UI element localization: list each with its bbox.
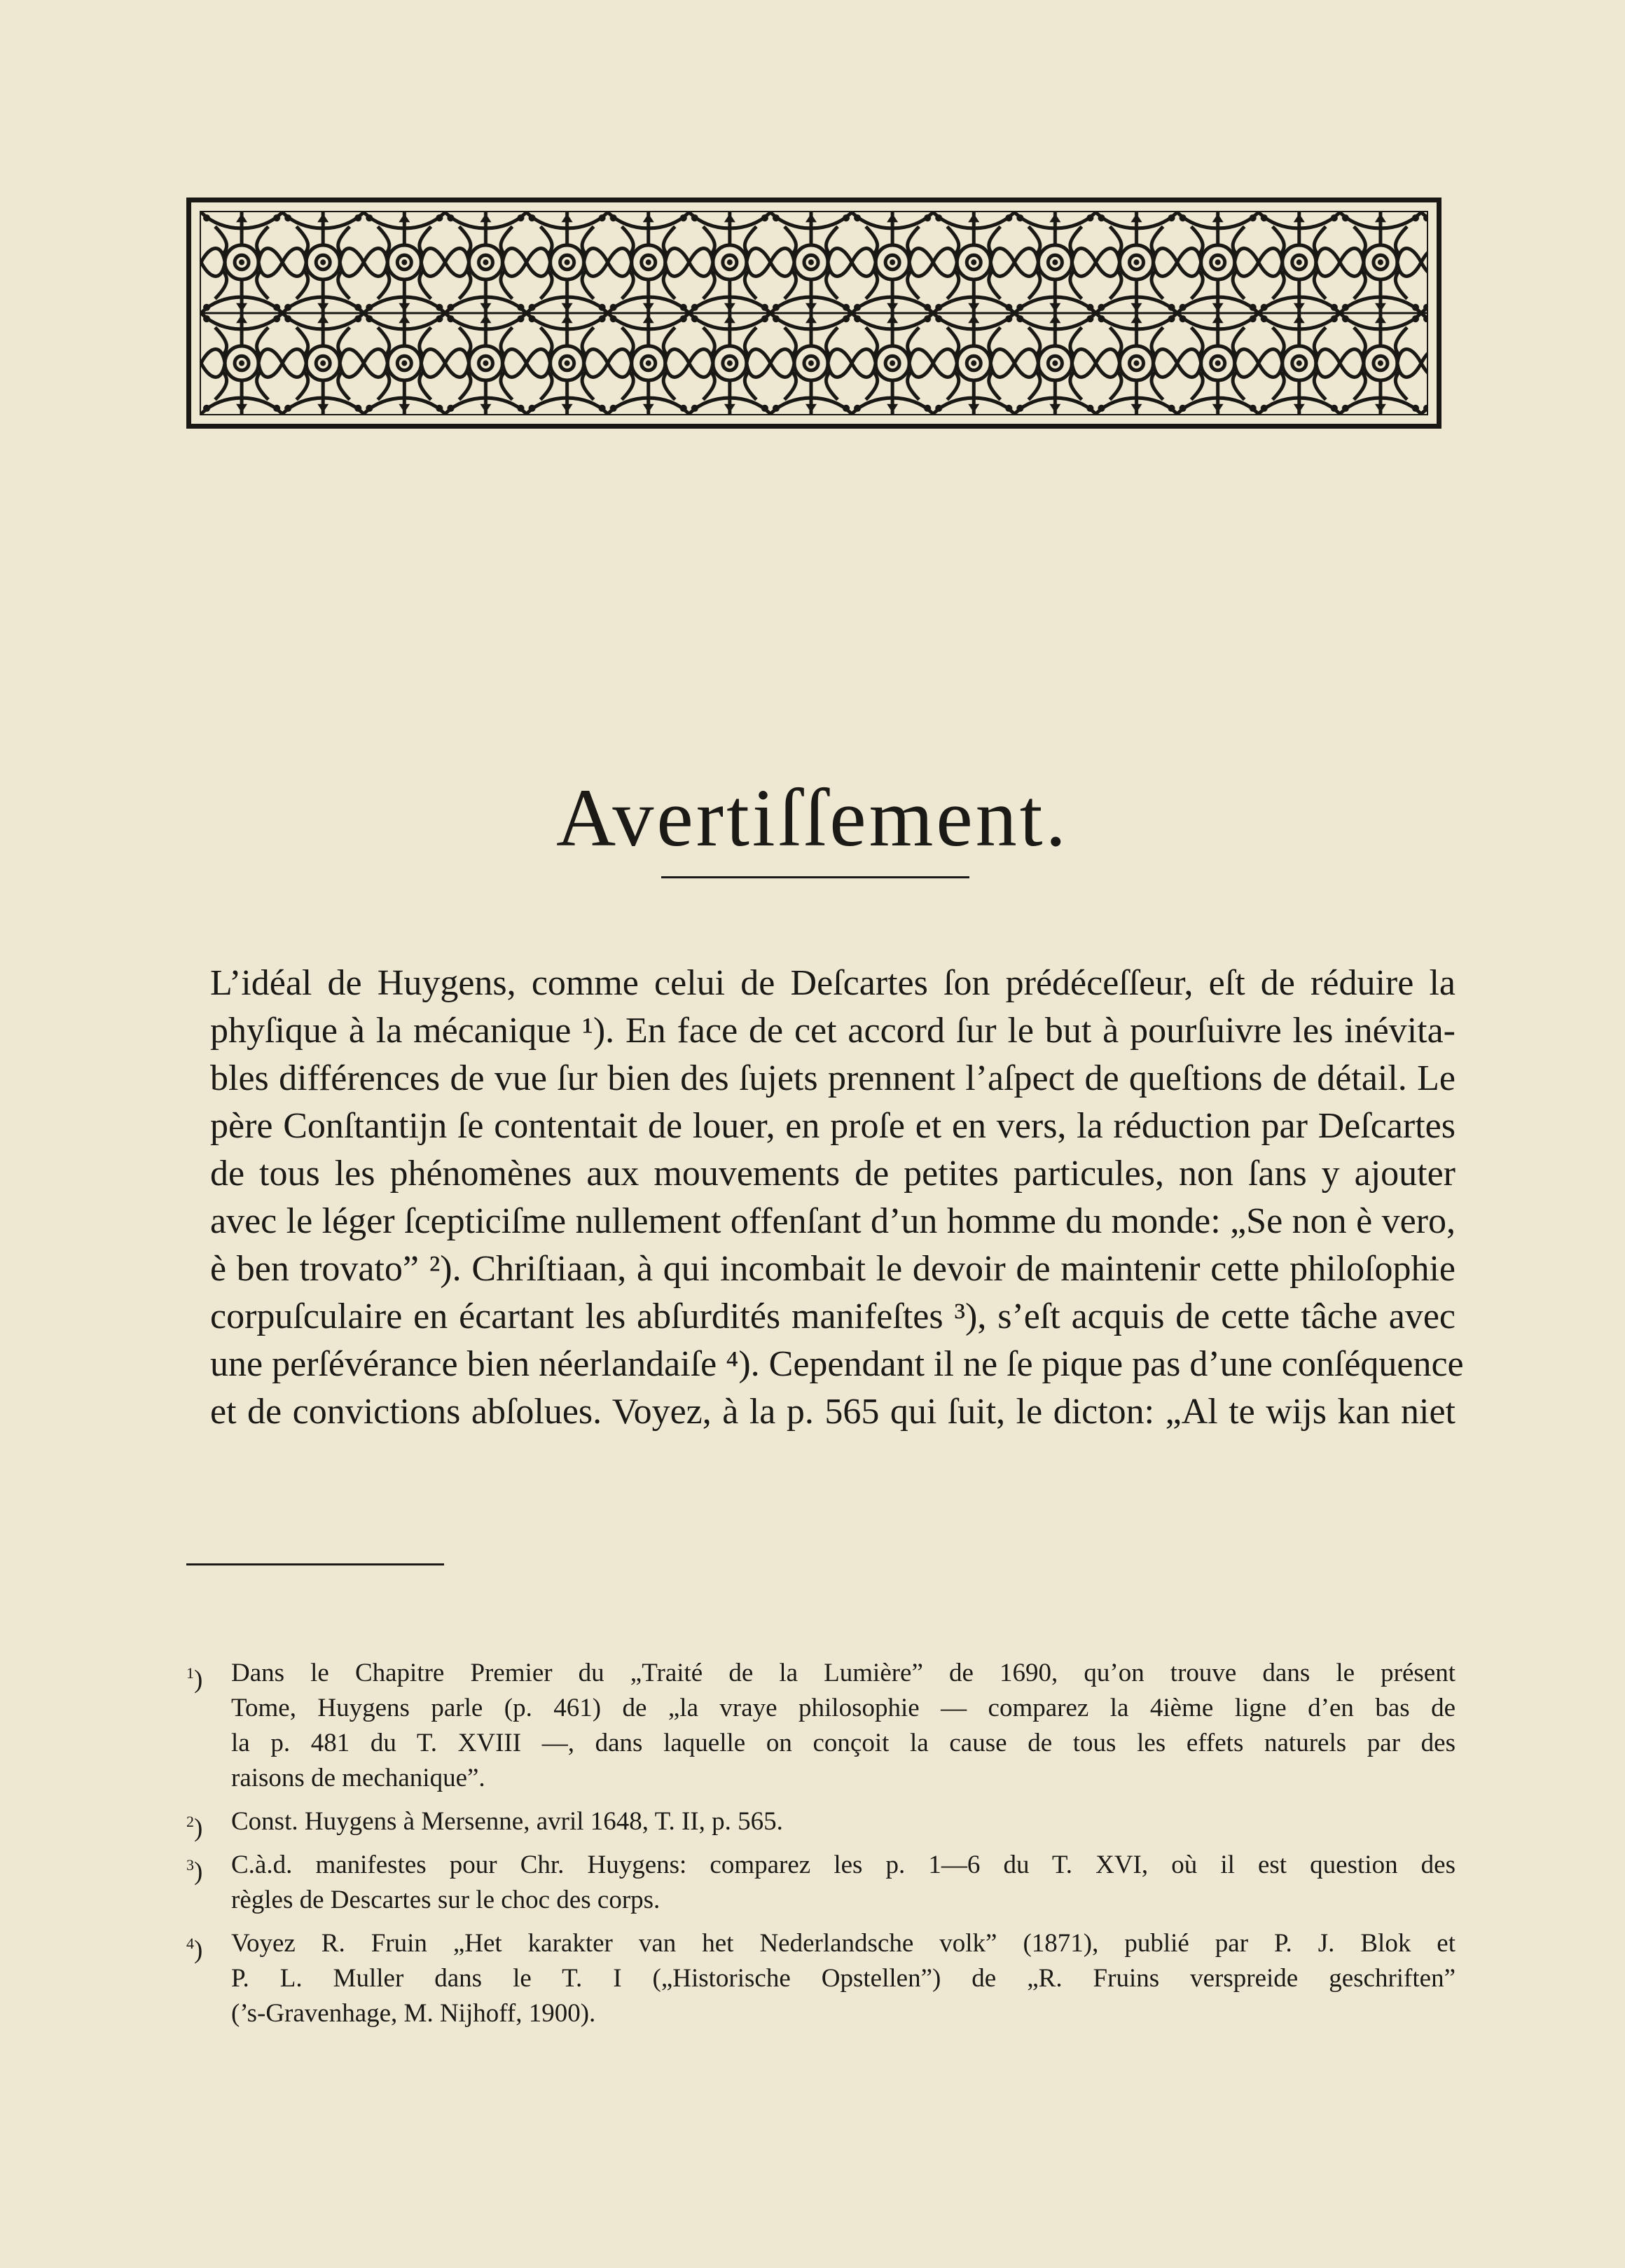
footnote-line: raisons de mechanique”. [231, 1764, 485, 1792]
body-line: une perſévérance bien néerlandaiſe ⁴). Cependant il ne ſe pique pas d’une conſéquence [210, 1344, 1464, 1384]
page-title: Avertiſſement. [555, 772, 1070, 864]
footnote-line: P. L. Muller dans le T. I („Historische Opstellen”) de „R. Fruins verspreide geschriften” [231, 1964, 1455, 1993]
footnote-number: 3 [186, 1856, 194, 1874]
footnote-marker: $^1$) [186, 1664, 203, 1694]
body-line: père Conſtantijn ſe contentait de louer, en proſe et en vers, la réduction par Deſcartes [210, 1106, 1455, 1146]
footnote-line: règles de Descartes sur le choc des corps. [231, 1886, 661, 1914]
body-line: et de convictions abſolues. Voyez, à la p. 565 qui ſuit, le dicton: „Al te wijs kan niet [210, 1392, 1455, 1432]
footnote-1 [186, 1656, 1455, 1796]
footnote-rule [186, 1563, 444, 1565]
footnote-marker: $^2$) [186, 1813, 203, 1843]
footnote-line: Dans le Chapitre Premier du „Traité de la Lumière” de 1690, qu’on trouve dans le présent [231, 1659, 1455, 1687]
footnote-2 [186, 1804, 1455, 1843]
body-line: bles différences de vue ſur bien des ſujets prennent l’aſpect de queſtions de détail. Le [210, 1058, 1455, 1098]
ornamental-headpiece [186, 198, 1441, 429]
footnote-number: 4 [186, 1935, 194, 1952]
body-text [210, 960, 1464, 1436]
footnote-number: 2 [186, 1813, 194, 1830]
footnote-line: Tome, Huygens parle (p. 461) de „la vraye philosophie — comparez la 4ième ligne d’en bas de [231, 1694, 1455, 1722]
body-line: è ben trovato” ²). Chriſtiaan, à qui incombait le devoir de maintenir cette philoſophie [210, 1249, 1455, 1289]
footnote-3 [186, 1848, 1455, 1918]
footnote-marker: $^4$) [186, 1935, 203, 1965]
body-line: phyſique à la mécanique ¹). En face de cet accord ſur le but à pourſuivre les inévita- [210, 1011, 1455, 1051]
footnote-line: (’s-Gravenhage, M. Nijhoff, 1900). [231, 1999, 596, 2028]
footnote-line: C.à.d. manifestes pour Chr. Huygens: comparez les p. 1—6 du T. XVI, où il est question des [231, 1851, 1455, 1879]
footnotes [186, 1656, 1455, 2040]
footnote-line: la p. 481 du T. XVIII —, dans laquelle on conçoit la cause de tous les effets naturels par des [231, 1729, 1455, 1757]
footnote-number: 1 [186, 1664, 194, 1682]
footnote-line: Voyez R. Fruin „Het karakter van het Nederlandsche volk” (1871), publié par P. J. Blok et [231, 1929, 1455, 1958]
body-line: avec le léger ſcepticiſme nullement offenſant d’un homme du monde: „Se non è vero, [210, 1201, 1455, 1241]
footnote-marker: $^3$) [186, 1856, 203, 1886]
ornament-band [200, 211, 1428, 415]
footnote-line: Const. Huygens à Mersenne, avril 1648, T. II, p. 565. [231, 1807, 783, 1836]
body-line: L’idéal de Huygens, comme celui de Deſcartes ſon prédéceſſeur, eſt de réduire la [210, 963, 1455, 1003]
title-rule [661, 876, 969, 878]
body-line: de tous les phénomènes aux mouvements de petites particules, non ſans y ajouter [210, 1154, 1455, 1194]
body-line: corpuſculaire en écartant les abſurdités manifeſtes ³), s’eſt acquis de cette tâche avec [210, 1297, 1455, 1336]
footnote-4 [186, 1926, 1455, 2031]
floral-ornament-icon [201, 212, 1427, 414]
